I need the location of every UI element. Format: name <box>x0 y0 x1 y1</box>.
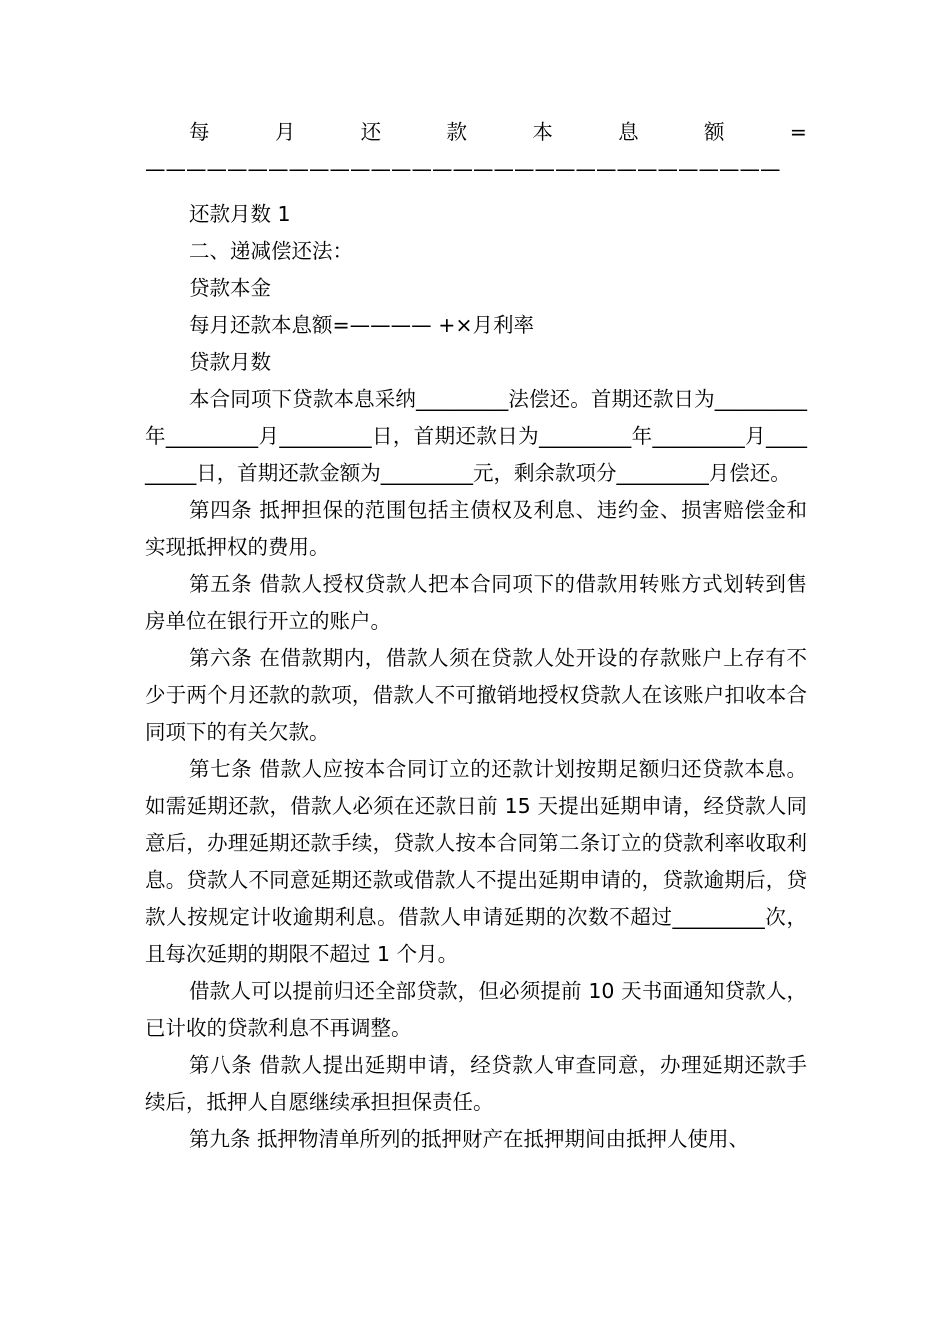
formula-denominator-loan-months: 贷款月数 <box>189 350 271 374</box>
article-5-paragraph: 第五条 借款人授权贷款人把本合同项下的借款用转账方式划转到售房单位在银行开立的账户。 <box>145 572 807 633</box>
formula-numerator-principal: 贷款本金 <box>189 276 271 300</box>
repayment-schedule-paragraph: 本合同项下贷款本息采纳_________法偿还。首期还款日为_________年_________月_________日，首期还款日为_________年_________月_________日，首期还款金额为_________元，剩余款项分_________月偿还。 <box>145 387 807 485</box>
early-repayment-paragraph: 借款人可以提前归还全部贷款，但必须提前 10 天书面通知贷款人，已计收的贷款利息不再调整。 <box>145 979 807 1040</box>
article-6-paragraph: 第六条 在借款期内，借款人须在贷款人处开设的存款账户上存有不少于两个月还款的款项，借款人不可撤销地授权贷款人在该账户扣收本合同项下的有关欠款。 <box>145 646 807 744</box>
article-8-paragraph: 第八条 借款人提出延期申请，经贷款人审查同意，办理延期还款手续后，抵押人自愿继续承担担保责任。 <box>145 1053 807 1114</box>
article-7-paragraph: 第七条 借款人应按本合同订立的还款计划按期足额归还贷款本息。如需延期还款，借款人必须在还款日前 15 天提出延期申请，经贷款人同意后，办理延期还款手续，贷款人按本合同第二条订立的贷款利率收取利息。贷款人不同意延期还款或借款人不提出延期申请的，贷款逾期后，贷款人按规定计收逾期利息。借款人申请延期的次数不超过_________次，且每次延期的期限不超过 1 个月。 <box>145 757 807 966</box>
article-4-paragraph: 第四条 抵押担保的范围包括主债权及利息、违约金、损害赔偿金和实现抵押权的费用。 <box>145 498 807 559</box>
formula-line-equal-installment: 每月还款本息额=——————————————————————————————— <box>145 120 807 181</box>
document-body <box>145 114 807 1158</box>
article-9-paragraph: 第九条 抵押物清单所列的抵押财产在抵押期间由抵押人使用、 <box>189 1127 750 1151</box>
formula-line-decreasing: 每月还款本息额=———— +×月利率 <box>189 313 535 337</box>
formula-denominator-months: 还款月数 1 <box>189 202 291 226</box>
section-heading-decreasing-method: 二、递减偿还法： <box>189 239 353 263</box>
